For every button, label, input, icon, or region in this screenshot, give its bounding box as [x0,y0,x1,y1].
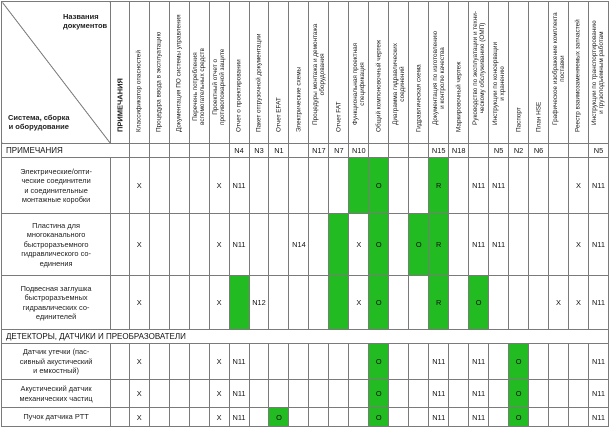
table-cell: N11 [469,344,489,380]
table-cell: N11 [469,380,489,408]
notes-cell: N15 [429,144,449,158]
table-cell [189,408,209,427]
table-cell: X [569,276,589,330]
column-header [209,2,229,144]
column-header [588,2,608,144]
notes-cell: N6 [529,144,549,158]
table-cell [169,408,189,427]
column-header-label: Отчет FAT [335,101,343,132]
table-cell [549,214,569,276]
table-cell [309,380,329,408]
section-title: ДЕТЕКТОРЫ, ДАТЧИКИ И ПРЕОБРАЗОВАТЕЛИ [2,330,609,344]
table-cell: X [209,158,229,214]
table-cell: N14 [289,214,309,276]
notes-cell: N18 [449,144,469,158]
table-cell: X [209,408,229,427]
notes-cell [289,144,309,158]
column-header [269,2,289,144]
table-cell: N12 [249,276,269,330]
table-cell [349,344,369,380]
notes-cell [129,144,149,158]
table-cell [549,408,569,427]
table-cell [409,276,429,330]
highlighted-cell: O [369,214,389,276]
table-cell: N11 [229,214,249,276]
column-header [149,2,169,144]
column-header-label: Отчет о проектировании [235,59,243,132]
highlighted-cell [229,276,249,330]
table-cell [249,214,269,276]
table-cell [549,344,569,380]
table-cell [169,344,189,380]
table-cell [289,276,309,330]
notes-cell: N5 [489,144,509,158]
table-cell [289,344,309,380]
table-cell [249,380,269,408]
table-cell [389,158,409,214]
table-cell [111,158,130,214]
table-cell [409,344,429,380]
row-label: Акустический датчик механических частиц [2,380,111,408]
notes-cell [169,144,189,158]
highlighted-cell: O [509,380,529,408]
highlighted-cell: R [429,158,449,214]
table-cell: X [129,158,149,214]
notes-cell: N1 [269,144,289,158]
table-cell: N11 [588,214,608,276]
column-header-label: Графическое изображение комплекта поставки [551,12,566,125]
highlighted-cell [329,214,349,276]
table-cell [389,214,409,276]
table-cell [189,276,209,330]
table-cell [149,344,169,380]
table-cell [529,158,549,214]
notes-cell [189,144,209,158]
highlighted-cell [329,276,349,330]
table-cell: N11 [588,380,608,408]
table-cell [189,380,209,408]
table-cell [509,214,529,276]
table-cell [449,158,469,214]
table-cell [329,380,349,408]
column-header-label: Проектный отчет о противопожарной защите [212,48,227,125]
notes-cell: N3 [249,144,269,158]
table-cell: N11 [489,158,509,214]
column-header [549,2,569,144]
table-cell: X [569,214,589,276]
table-cell [489,344,509,380]
table-cell [169,158,189,214]
table-cell [189,214,209,276]
table-cell [111,276,130,330]
highlighted-cell: O [369,380,389,408]
table-cell [111,214,130,276]
table-cell [329,408,349,427]
column-header [329,2,349,144]
highlighted-cell: O [369,158,389,214]
column-header-label: Перечень потребления вспомогательных средств [192,48,207,125]
table-cell [309,408,329,427]
notes-cell [409,144,429,158]
table-cell [169,276,189,330]
table-cell [149,408,169,427]
table-cell [249,344,269,380]
column-header [129,2,149,144]
highlighted-cell: O [369,276,389,330]
column-header-label: Процедура ввода в эксплуатацию [155,31,163,132]
column-header [489,2,509,144]
table-cell [449,380,469,408]
table-cell: X [209,276,229,330]
highlighted-cell: O [509,344,529,380]
table-cell [269,158,289,214]
table-cell: X [549,276,569,330]
column-header [449,2,469,144]
column-header [389,2,409,144]
table-cell: X [349,276,369,330]
table-cell [149,214,169,276]
column-header [249,2,269,144]
notes-cell: N4 [229,144,249,158]
notes-cell [149,144,169,158]
column-header [189,2,209,144]
table-cell: X [209,380,229,408]
column-header-label: Реестр взаимозаменяемых запчастей [574,19,582,132]
column-header [309,2,329,144]
table-cell [309,158,329,214]
table-cell [111,408,130,427]
notes-cell [469,144,489,158]
column-header [229,2,249,144]
column-header [369,2,389,144]
table-cell [449,276,469,330]
table-cell [349,408,369,427]
notes-row [2,144,609,158]
notes-cell [389,144,409,158]
row-label: Подвесная заглушка быстроразъемных гидравлических со- единителей [2,276,111,330]
table-cell [489,276,509,330]
table-cell: X [209,214,229,276]
table-cell [549,158,569,214]
column-header-label: Процедуры монтажа и демонтажа оборудования [311,23,326,125]
column-header-label: Функциональная проектная спецификация [351,42,366,125]
notes-row-label: ПРИМЕЧАНИЯ [2,144,130,158]
row-label: Пучок датчика PTT [2,408,111,427]
column-header-label: Электрические схемы [295,66,303,132]
table-row [2,380,609,408]
table-cell [449,344,469,380]
table-cell: X [209,344,229,380]
column-header-label: Диаграмма гидравлических соединений [391,43,406,125]
table-row [2,276,609,330]
table-cell [449,214,469,276]
column-header [289,2,309,144]
table-cell [509,276,529,330]
highlighted-cell: O [469,276,489,330]
column-header-label: Инструкции по транспортированию и грузоподъемным работам [591,20,606,125]
table-cell [549,380,569,408]
column-header-label: Маркировочный чертеж [455,61,463,132]
table-cell [529,344,549,380]
table-cell: X [349,214,369,276]
table-cell: X [129,380,149,408]
notes-cell: N10 [349,144,369,158]
column-header [409,2,429,144]
table-cell [529,276,549,330]
column-header-label: План HSE [535,101,543,132]
notes-cell [569,144,589,158]
table-cell [111,380,130,408]
table-row [2,158,609,214]
table-cell: N11 [469,408,489,427]
table-cell [569,344,589,380]
column-header-label: Паспорт [515,107,523,132]
table-row [2,408,609,427]
column-header-label: Общий компоновочный чертеж [375,39,383,132]
column-header-label: Классификатор опасностей [135,50,143,132]
document-names-label: Названия документов [62,12,108,30]
row-label: Датчик утечки (пас- сивный акустический и емкостный) [2,344,111,380]
table-cell: N11 [229,380,249,408]
header-row [2,2,609,144]
highlighted-cell [349,158,369,214]
column-header [509,2,529,144]
table-cell: N11 [489,214,509,276]
corner-header-cell [2,2,111,144]
document-matrix-table [1,1,609,427]
highlighted-cell: O [409,214,429,276]
table-cell [269,214,289,276]
column-header-label: Пакет отгрузочной документации [255,33,263,132]
row-label: Электрические/опти- ческие соединители и соединительные монтажные коробки [2,158,111,214]
notes-cell [209,144,229,158]
table-cell [289,408,309,427]
notes-cell: N5 [588,144,608,158]
table-cell [249,408,269,427]
notes-cell: N17 [309,144,329,158]
table-row [2,344,609,380]
table-cell [389,276,409,330]
column-header [429,2,449,144]
column-header-label: Инструкции по консервации и хранению [491,41,506,125]
table-cell: N11 [588,158,608,214]
column-header [529,2,549,144]
highlighted-cell: R [429,276,449,330]
column-header-label: ПРИМЕЧАНИЯ [115,78,125,132]
table-cell: N11 [429,344,449,380]
table-cell: N11 [588,408,608,427]
table-cell: N11 [229,344,249,380]
table-cell [409,408,429,427]
table-cell [111,344,130,380]
table-cell [169,380,189,408]
table-cell [269,344,289,380]
table-cell [269,380,289,408]
table-cell: N11 [588,344,608,380]
table-cell: X [129,214,149,276]
table-row [2,214,609,276]
system-label: Система, сборка и оборудование [8,113,70,131]
table-cell: X [569,158,589,214]
table-cell [169,214,189,276]
table-cell [149,380,169,408]
table-cell [189,158,209,214]
table-cell [389,380,409,408]
table-cell [149,276,169,330]
table-cell: N11 [469,214,489,276]
notes-cell [369,144,389,158]
highlighted-cell: O [369,408,389,427]
table-cell [489,408,509,427]
table-cell [269,276,289,330]
table-cell: N11 [469,158,489,214]
table-cell [189,344,209,380]
table-cell: N11 [229,408,249,427]
table-cell: X [129,344,149,380]
highlighted-cell: O [369,344,389,380]
column-header [469,2,489,144]
table-cell [529,214,549,276]
table-cell [309,214,329,276]
table-cell [529,408,549,427]
column-header [349,2,369,144]
highlighted-cell: O [269,408,289,427]
table-cell: N11 [229,158,249,214]
table-cell [329,158,349,214]
column-header [569,2,589,144]
table-cell [509,158,529,214]
column-header-label: Руководство по эксплуатации и техни- ческому обслуживанию (ОМП) [471,11,486,125]
column-header-label: Документация ПО системы управления [175,14,183,132]
table-cell [289,158,309,214]
table-cell [389,344,409,380]
table-cell [569,380,589,408]
table-cell: X [129,276,149,330]
table-cell [389,408,409,427]
table-cell [149,158,169,214]
table-cell [569,408,589,427]
table-cell [529,380,549,408]
table-cell [309,344,329,380]
table-cell: N11 [588,276,608,330]
highlighted-cell: R [429,214,449,276]
column-header [169,2,189,144]
section-row [2,330,609,344]
column-header [111,2,130,144]
highlighted-cell: O [509,408,529,427]
table-cell [409,380,429,408]
notes-cell: N7 [329,144,349,158]
column-header-label: Документация по изготовлению и контролю качества [431,30,446,125]
column-header-label: Отчет EFAT [275,97,283,132]
table-cell: N11 [429,408,449,427]
table-cell [349,380,369,408]
row-label: Пластина для многоканального быстроразъемного гидравлического со- единения [2,214,111,276]
table-cell: X [129,408,149,427]
notes-cell [549,144,569,158]
column-header-label: Гидравлическая схема [415,64,423,132]
table-cell [249,158,269,214]
table-cell [489,380,509,408]
table-cell [409,158,429,214]
table-cell [309,276,329,330]
table-cell: N11 [429,380,449,408]
table-cell [289,380,309,408]
notes-cell: N2 [509,144,529,158]
table-cell [329,344,349,380]
table-cell [449,408,469,427]
